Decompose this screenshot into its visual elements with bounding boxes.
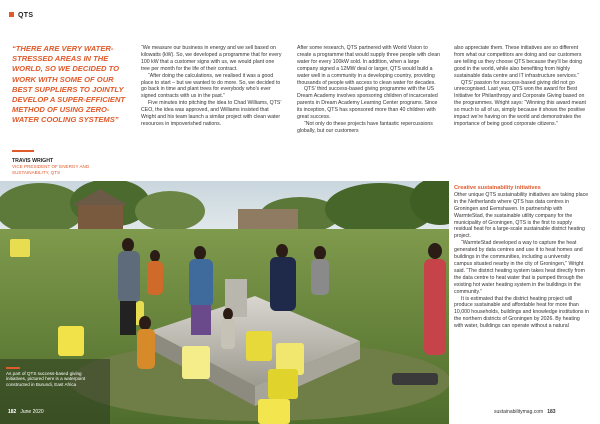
- section-subhead: Creative sustainability initiatives: [454, 185, 541, 191]
- paragraph: Five minutes into pitching the idea to Chad Williams, QTS’ CEO, the idea was approved, and Williams insisted that Wright and his team launch a similar project with clean water resources in impoverished nations.: [141, 100, 282, 127]
- article-column-2: [297, 45, 441, 135]
- article-column-3: [454, 45, 589, 128]
- page-number-right: 183: [547, 409, 556, 415]
- article-column-4: [454, 185, 589, 330]
- paragraph: QTS’ third success-based giving programme with the US Dream Academy involves sponsoring children of incarcerated parents in Dream Academy Learning Center programs. Since its inception, QTS has sponsored more than 40 children with great success.: [297, 86, 438, 121]
- folio-right: [494, 409, 556, 415]
- waterpoint-photo: [0, 181, 449, 424]
- section-tag: QTS: [9, 12, 33, 19]
- paragraph: also appreciate them. These initiatives are so different from what our competitors are doing and our customers are telling us they choose QTS because they’ll be doing good in the world, while also benefiting from highly sustainable data centre and IT infrastructure services.”: [454, 45, 583, 79]
- author-name: TRAVIS WRIGHT: [12, 158, 54, 164]
- site-url: sustainabilitymag.com: [494, 409, 544, 415]
- pull-quote: “THERE ARE VERY WATER-STRESSED AREAS IN THE WORLD, SO WE DECIDED TO WORK WITH SOME OF OUR BEST SUPPLIERS TO JOINTLY DEVELOP A SUPER-EFFICIENT METHOD OF USING ZERO-WATER COOLING SYSTEMS”: [12, 44, 126, 125]
- photo-illustration: [0, 181, 449, 424]
- paragraph: “WarmteStad developed a way to capture the heat generated by data centres and use it to heat homes and buildings in the communities, including a university campus situated nearby in the city of Groningen,” Wright said. “The district heating system takes heat directly from the data centre to heat water that is pumped through the existing hot water heating system in the buildings in the community.”: [454, 240, 585, 295]
- paragraph: “Not only do these projects have fantastic repercussions globally, but our customers: [297, 120, 433, 134]
- paragraph: Other unique QTS sustainability initiatives are taking place in the Netherlands where QTS has data centres in Groningen and Eemshaven. In partnership with WarmteStad, the sustainable utility company for the municipality of Groningen, QTS is the first to supply residual heat for a large-scale sustainable district heating project.: [454, 191, 589, 240]
- paragraph: “We measure our business in energy and we sell based on kilowatts (kW). So, we developed a programme that for every 100 kW that a customer signs with us, we would plant one tree per month for the life of their contract.: [141, 45, 282, 72]
- paragraph: QTS’ passion for success-based giving did not go unrecognised. Last year, QTS won the award for Best Initiative for Philanthropy and Corporate Giving based on the programmes. Wright says: “Winning this award meant so much to all of us, simply because it shows the positive impact we’re having on the world and demonstrates the importance of being good corporate citizens.”: [454, 79, 586, 127]
- paragraph: “After doing the calculations, we realised it was a good place to start – but we wanted to do more. So, we decided to go back in time and plant trees for everybody who’s ever signed contracts with us in the past.”: [141, 72, 281, 100]
- folio-left: [8, 409, 44, 415]
- paragraph: After some research, QTS partnered with World Vision to create a programme that would supply three people with clean water for every 100kW sold. In addition, when a large company signed a 12MW deal or larger, QTS would build a water well in a community in a developing country, providing thousands of people with access to clean water for decades.: [297, 45, 441, 86]
- paragraph: It is estimated that the district heating project will produce sustainable and affordable heat for more than 10,000 households, buildings and knowledge institutions in the northern districts of Groningen by 2026. By heating with water, buildings can operate without a natural: [454, 295, 589, 330]
- page-number-left: 182: [8, 409, 17, 415]
- author-role: VICE PRESIDENT OF ENERGY AND SUSTAINABILITY, QTS: [12, 164, 90, 175]
- author-divider: [12, 150, 34, 152]
- photo-caption: As part of QTS success-based giving initiatives, pictured here is a waterpoint constructed in Burundi, East Africa: [6, 367, 96, 387]
- article-column-1: [141, 45, 284, 128]
- issue-date: June 2020: [20, 409, 44, 415]
